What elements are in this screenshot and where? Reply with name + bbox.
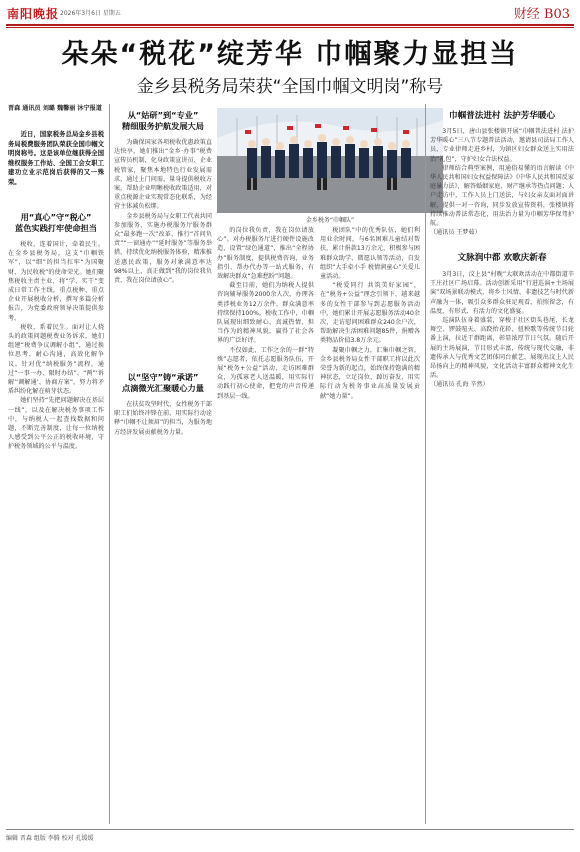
footer-rule [6,829,574,830]
team-photo [217,108,443,213]
paragraph: “税爱同行 共筑美好家园”，在“税务+公益”理念引领下，越来越多的女性干部参与到志愿服务活动中，她们累计开展志愿服务活动40余次，走访慰问困难群众240余户次，帮助解决生活困难问题85件，捐赠各类物品价值3.8万余元。 [320,282,420,345]
lead-paragraph: 近日，国家税务总局金乡县税务局税费服务团队荣获全国巾帼文明岗称号。这是该单位继获得全国维权服务工作站、全国工会女职工建功立业示范岗后获得的又一殊荣。 [8,131,104,186]
masthead-rule [6,24,574,26]
paragraph: 3月5日，唐山县张楼镇开展“巾帼普法进村 法护芳华暖心”三八节专题普法活动，邀请县司法局工作人员、专业律师走进乡村，为镇区妇女群众送上实用法治“礼包”，守护妇女合法权益。 [430,128,574,163]
section-label: 财经 B03 [513,7,570,22]
left-subtitle: 用“真心”守“税心” 蓝色实践打牢使命担当 [15,212,97,233]
paragraph: 税团队”中的优秀队伍，她们利用业余时间，与6名困难儿童结对帮扶，累计捐款13万余元，积极参与困难群众助学、微愿认领等活动，自发组织“大手牵小手 税情润童心”关爱儿童活动。 [320,227,420,281]
mid-subtitle: 从“姑研”到“专业” 精细服务护航发展大局 [122,110,204,131]
page-subheadline: 金乡县税务局荣获“全国巾帼文明岗”称号 [136,77,444,97]
masthead-rule-thin [6,27,574,28]
paragraph: 截至目前，她们为纳税人提供咨询辅导服务2000余人次，办理各类涉税业务12万余件，群众满意率持续保持100%。税收工作中，巾帼队展现出细致耐心、真诚热情、担当作为的精神风貌，赢得了社会各界的广泛好评。 [217,282,314,345]
article-lead [8,130,104,188]
paragraph: 在扶贫攻坚时代，女性税务干部职工们始终冲锋在前、用实际行动诠释“巾帼不让须眉”的担当，为服务地方经济发展贡献税务力量。 [114,401,212,436]
column-divider [109,104,110,824]
column-divider [425,104,426,824]
paragraph: 税收，系着民生。面对让人挠头的政策问题税费业务诉求，她们组建“税费争议调解小组”，通过换位思考、耐心沟通，高效化解争议。针对优“纳税服务”流程，通过“一事一办、限时办结”、“两”‘诉解’‘调解通’、协商方案”，努力将矛盾纠纷化解在萌芽状态。 [8,323,104,396]
brief-signature-2: （通讯员 孔海 辛然） [430,381,489,389]
paragraph: 税收，连着国计，牵着民生。在金乡县税务局，这支“巾帼铁军”，以“细”的担当扛牢“为国聚财、为民收税”的使命荣光。她们聚焦税收主责主业，将“学、实干”变成日常工作主线，重点税种、重点企业开展税收分析，撰写多篇分析报告，为党委政府领导决策提供参考。 [8,241,104,322]
photo-caption: 金乡税务“巾帼队” [305,217,355,224]
brief-title-2: 文脉润中都 欢歌庆新春 [457,253,547,263]
brief-body-2 [430,270,574,390]
byline-text: 晋森 通讯员 刘璐 魏馨丽 沐宁报道 [8,105,102,112]
footer-credits: 编辑 晋森 组版 李腾 校对 孔缓缓 [6,835,94,842]
brief-signature-1: （通讯员 王梦茹） [430,229,481,237]
right-column-1-body [320,226,420,401]
article-byline [8,104,104,113]
paragraph: 律师结合典型案例，用通俗易懂的语言解读《中华人民共和国妇女权益保障法》《中华人民共和国反家庭暴力法》，解答婚姻家庭、财产继承等热点问题；人户走访中，工作人员上门送法，与妇女亲友面对面讲解，提供一对一咨询，同步发放宣传资料，张楼镇将持续推动普法常态化，用法治力量为巾帼芳华保驾护航。 [430,164,574,228]
paragraph: 她们坚持“先把问题解决在基层一线”，以及在解决税务事项工作中，与纳税人一起查找数据和问题，不断完善制度，让每一位纳税人感受到公平公正的税收环境，守护税务领域的公平与温度。 [8,397,104,451]
left-column-body [8,240,104,452]
team-photo-image [217,108,443,213]
paragraph: 凝聚巾帼之力，汇集巾帼之智。金乡县税务局女性干部职工将以此次荣誉为新的起点，始终保持饱满的精神状态，立足岗位、踔厉奋发，用实际行动为税务事业高质量发展贡献“她力量”。 [320,346,420,400]
paragraph: 3月3日，汶上县“村晚”大联欢活动在中都街道辛王庄社区广场启幕。活动创新采用“行进巡演+主场展演”双场景联动模式，将乡土风情、非遗技艺与时代新声融为一体，吸引众多群众驻足观看、拍照留念，有温度、有形式、有活力的文化盛宴。 [430,271,574,315]
brief-body-1 [430,127,574,237]
paragraph: 的岗位我负责，我在岗位请放心”。对办税服务厅进行硬件设施改造，设置“绿色通道”，推出“全程协办”服务制度，提供税费咨询、业务指引、帮办代办等一站式服务，有效解决群众“急难愁盼”问题。 [217,227,314,281]
issue-date: 2026年3月6日 星期五 [60,10,121,17]
newspaper-logo: 南阳晚报 [7,7,60,21]
paragraph: 为确保国家各项税收优惠政策直达快享，她们推出“金乡·办事”税费宣传员机制，化身政策宣讲员、企业税管家，聚焦本地特色行业发展需求，通过上门问需、量身提供税收方案，帮助企业明晰税收政策适用，对重点税源企业实现常态化联系，为经营主体减负松绑。 [114,139,212,211]
brief-title-1: 巾帼普法进村 法护芳华暖心 [448,111,556,121]
paragraph: 不仅如此，工作之余的一群“特殊”志愿者，依托志愿服务队伍，开展“税务+公益”活动，走访困难群众，为孤寡老人送温暖，用实际行动践行初心使命，把党的声音传递到基层一线。 [217,346,314,400]
mid-subtitle-2: 以“坚守”铸“承诺” 点滴微光汇聚暖心力量 [122,372,204,393]
page-headline: 朵朵“税花”绽芳华 巾帼聚力显担当 [61,39,519,70]
mid-column-body [114,138,212,285]
mid-column-body-2 [114,400,212,437]
center-column-body [217,226,314,401]
paragraph: 金乡县税务局与女职工代表共同参加服务，实施办税服务厅服务群众“最多跑一次”改革，推行“首问负责”“一窗通办”“延时服务”等服务举措，持续优化纳税服务体验，精准推送惠民政策，服务对象满意率达98%以上，真正做到“我的岗位我负责，我在岗位请放心”。 [114,212,212,285]
paragraph: 巡演队伍身着盛装，穿梭于社区街头巷尾，长龙舞空、锣鼓喧天、高跷抬花轿、扭秧歌等传统节目轮番上演，拉近干群距离，彰显浓厚节日气氛。随后开展的主场展演，节目形式丰富，传统与现代交融，非遗传承人与优秀文艺团体同台献艺，展现出汶上人民昂扬向上的精神风貌，文化活动丰富群众精神文化生活。 [430,317,574,380]
